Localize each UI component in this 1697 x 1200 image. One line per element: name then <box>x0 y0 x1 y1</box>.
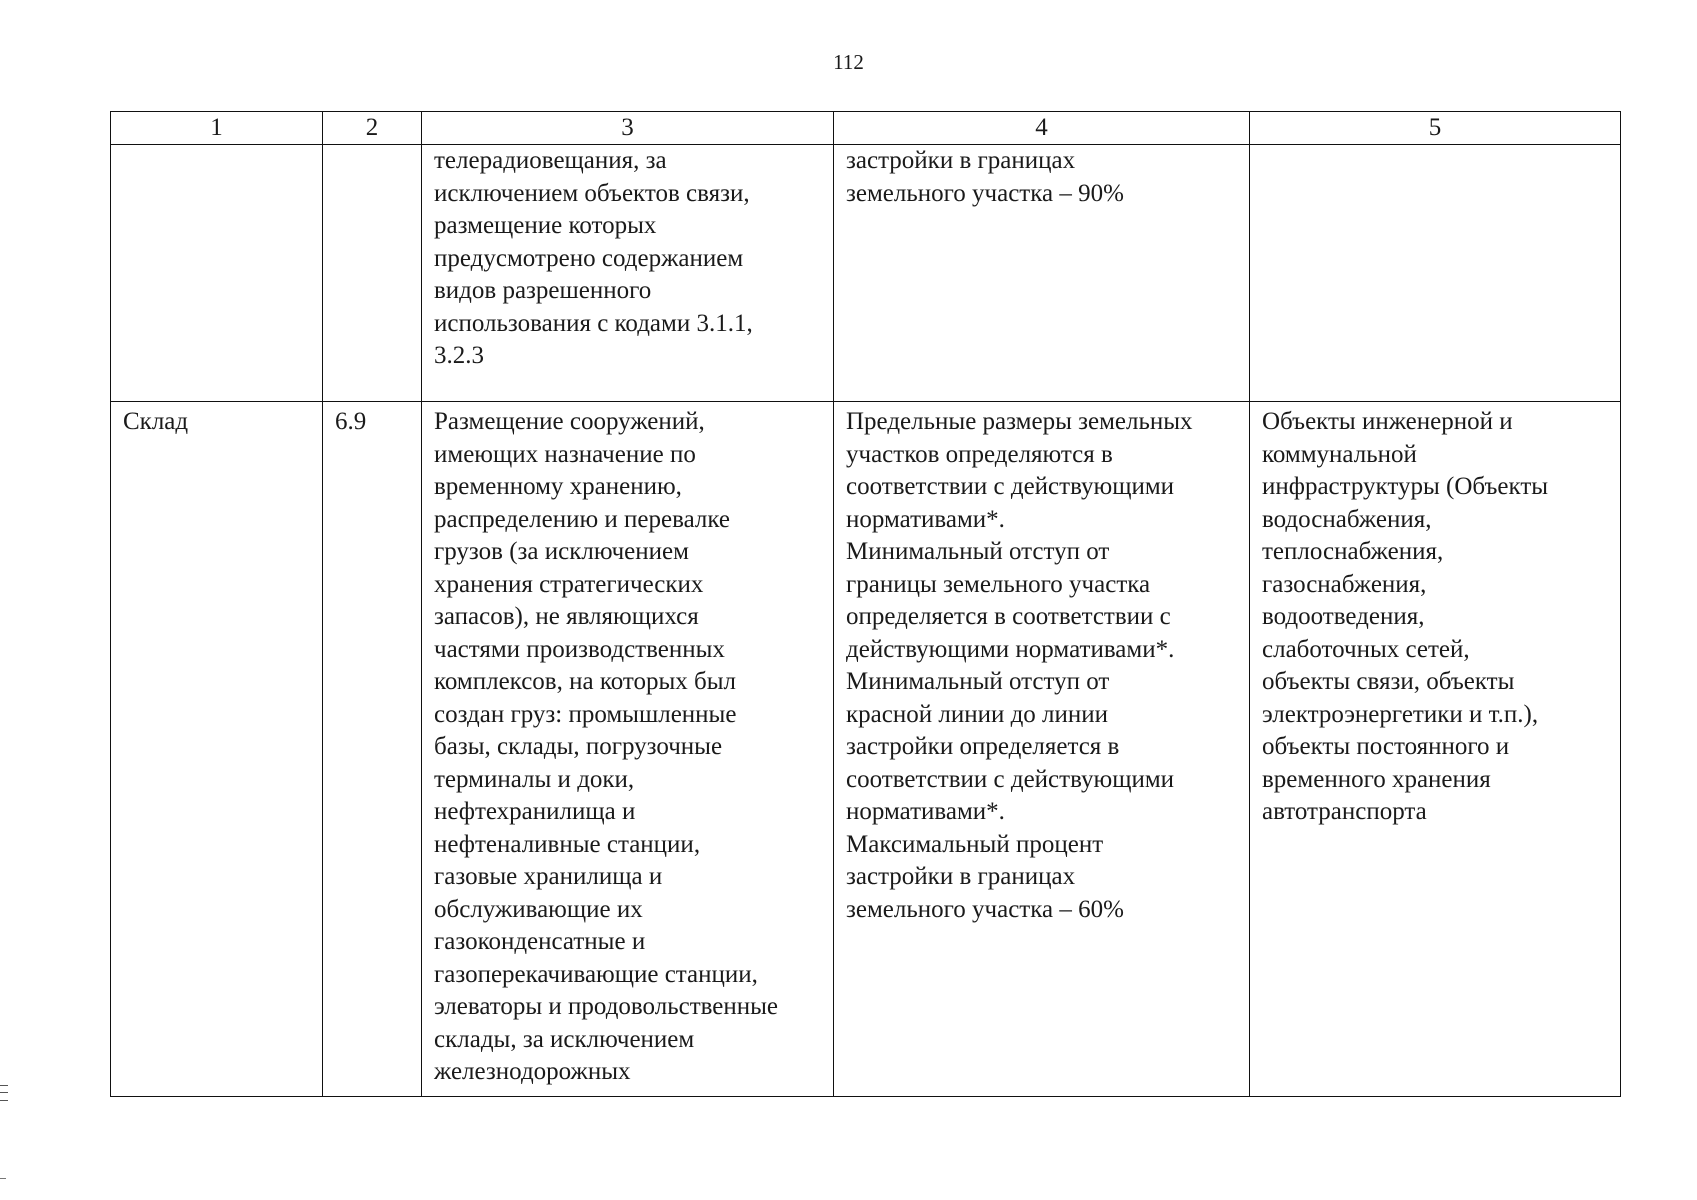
scan-edge-mark <box>0 1085 8 1101</box>
cell-description: телерадиовещания, за исключением объектов связи, размещение которых предусмотрено содержанием видов разрешенного использования с кодами 3.1.1, 3.2.3 <box>422 145 834 402</box>
column-header: 4 <box>834 112 1250 145</box>
cell-related-objects: Объекты инженерной и коммунальной инфраструктуры (Объекты водоснабжения, теплоснабжения, газоснабжения, водоотведения, слаботочных сетей, объекты связи, объекты электроэнергетики и т.п.), объекты постоянного и временного хранения автотранспорта <box>1250 402 1621 1097</box>
cell-description: Размещение сооружений, имеющих назначение по временному хранению, распределению и перевалке грузов (за исключением хранения стратегических запасов), не являющихся частями производственных комплексов, на которых был создан груз: промышленные базы, склады, погрузочные терминалы и доки, нефтехранилища и нефтеналивные станции, газовые хранилища и обслуживающие их газоконденсатные и газоперекачивающие станции, элеваторы и продовольственные склады, за исключением железнодорожных <box>422 402 834 1097</box>
table-row <box>111 145 1621 402</box>
cell-use-name: Склад <box>111 402 323 1097</box>
regulations-table <box>110 111 1621 1097</box>
cell-parameters: Предельные размеры земельных участков определяются в соответствии с действующими нормативами*. Минимальный отступ от границы земельного участка определяется в соответствии с действующими нормативами*. Минимальный отступ от красной линии до линии застройки определяется в соответствии с действующими нормативами*. Максимальный процент застройки в границах земельного участка – 60% <box>834 402 1250 1097</box>
cell-use-name <box>111 145 323 402</box>
column-header: 1 <box>111 112 323 145</box>
column-header: 5 <box>1250 112 1621 145</box>
cell-related-objects <box>1250 145 1621 402</box>
cell-use-code <box>323 145 422 402</box>
column-header: 2 <box>323 112 422 145</box>
cell-use-code: 6.9 <box>323 402 422 1097</box>
scan-edge-mark <box>0 1178 6 1179</box>
header-row <box>111 112 1621 145</box>
column-header: 3 <box>422 112 834 145</box>
cell-parameters: застройки в границах земельного участка – 90% <box>834 145 1250 402</box>
page-number: 112 <box>833 50 864 74</box>
table-row <box>111 402 1621 1097</box>
